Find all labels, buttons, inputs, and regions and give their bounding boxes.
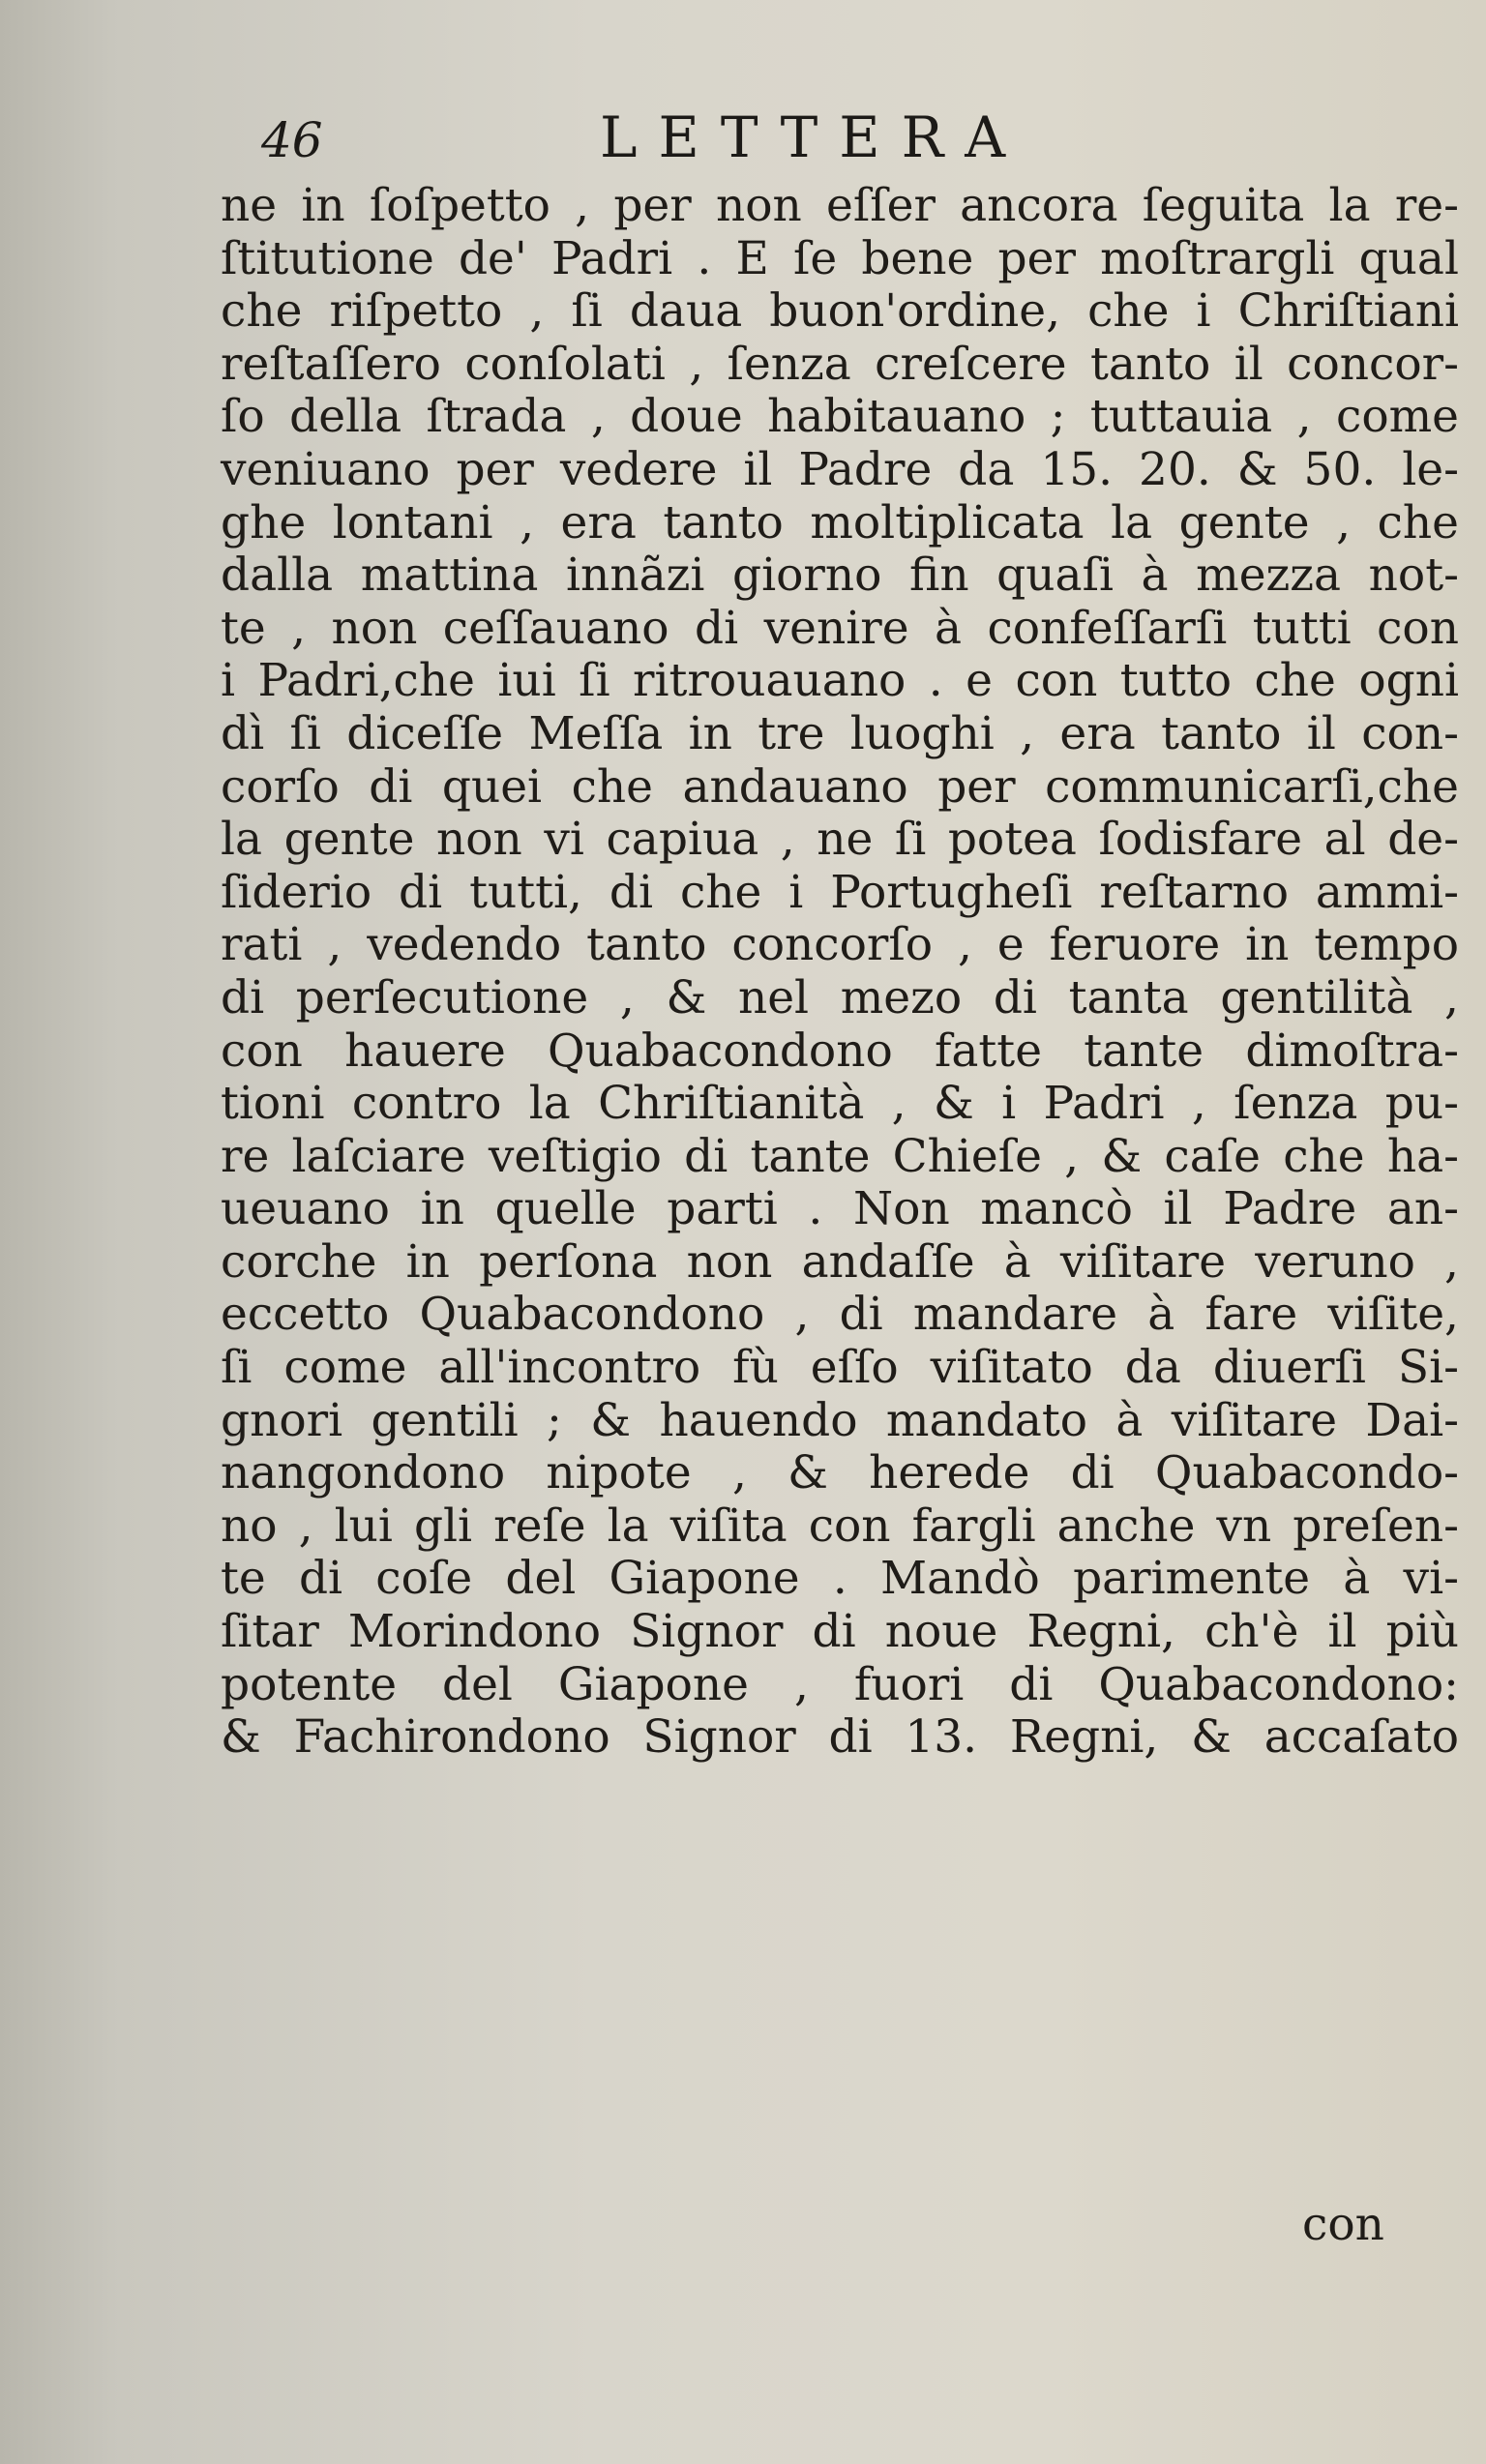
text-line: ſitar Morindono Signor di noue Regni, ch'è il più [221,1605,1459,1659]
text-line: che riſpetto , ſi daua buon'ordine, che i Chriſtiani [221,284,1459,339]
text-line: con hauere Quabacondono fatte tante dimoſtra- [221,1024,1459,1078]
text-line: corſo di quei che andauano per communicarſi,che [221,759,1459,814]
text-line: veniuano per vedere il Padre da 15. 20. & 50. le- [221,442,1459,496]
text-line: ſi come all'incontro fù eſſo viſitato da diuerſi Si- [221,1341,1459,1395]
text-line: ſiderio di tutti, di che i Portugheſi reſtarno ammi- [221,865,1459,919]
text-line: reſtaſſero conſolati , ſenza creſcere tanto il concor- [221,337,1459,391]
text-line: te , non ceſſauano di venire à confeſſarſi tutti con [221,601,1459,655]
text-line: rati , vedendo tanto concorſo , e feruore in tempo [221,918,1459,972]
text-line: i Padri,che iui ſi ritrouauano . e con tutto che ogni [221,654,1459,708]
text-line: & Fachirondono Signor di 13. Regni, & accaſato [221,1710,1459,1765]
text-line: gnori gentili ; & hauendo mandato à viſitare Dai- [221,1393,1459,1447]
body-text [221,180,1459,1765]
text-line: eccetto Quabacondono , di mandare à fare viſite, [221,1288,1459,1342]
text-line: potente del Giapone , fuori di Quabacondono: [221,1657,1459,1711]
text-line: di perſecutione , & nel mezo di tanta gentilità , [221,970,1459,1024]
text-line: dalla mattina innãzi giorno fin quaſi à mezza not- [221,549,1459,603]
text-line: tioni contro la Chriſtianità , & i Padri , ſenza pu- [221,1077,1459,1131]
catchword: con [1302,2198,1384,2251]
text-line: ghe lontani , era tanto moltiplicata la gente , che [221,495,1459,549]
text-line: nangondono nipote , & herede di Quabacondo- [221,1446,1459,1500]
text-line: ſo della ſtrada , doue habitauano ; tuttauia , come [221,390,1459,444]
text-line: re laſciare veſtigio di tante Chieſe , & caſe che ha- [221,1129,1459,1183]
text-line: la gente non vi capiua , ne ſi potea ſodisfare al de- [221,813,1459,867]
running-title: LETTERA [600,104,1027,170]
text-line: dì ſi diceſſe Meſſa in tre luoghi , era tanto il con- [221,706,1459,760]
text-line: te di coſe del Giapone . Mandò parimente à vi- [221,1552,1459,1606]
text-line: no , lui gli reſe la viſita con fargli anche vn preſen- [221,1499,1459,1553]
page-number: 46 [261,112,323,168]
text-line: ueuano in quelle parti . Non mancò il Padre an- [221,1182,1459,1236]
text-line: ne in ſoſpetto , per non eſſer ancora ſeguita la re- [221,179,1459,232]
text-line: ſtitutione de' Padri . E ſe bene per moſtrargli qual [221,231,1459,285]
text-line: corche in perſona non andaſſe à viſitare veruno , [221,1234,1459,1289]
page-header [261,104,1132,182]
